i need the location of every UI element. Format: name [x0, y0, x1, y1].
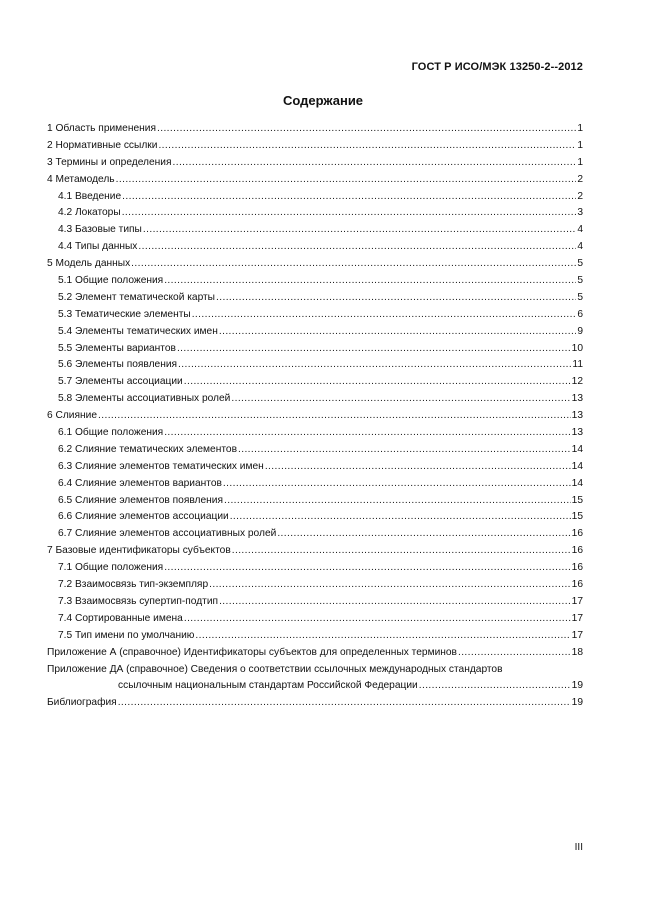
toc-entry-page: 6: [577, 308, 583, 320]
toc-leader-dots: [277, 526, 570, 543]
toc-entry-label: 5.7 Элементы ассоциации: [58, 376, 183, 388]
toc-entry[interactable]: [47, 391, 583, 408]
toc-entry[interactable]: [47, 341, 583, 358]
toc-leader-dots: [164, 425, 570, 442]
toc-entry-label: 3 Термины и определения: [47, 156, 172, 168]
toc-leader-dots: [157, 121, 576, 138]
toc-entry-label: 6.2 Слияние тематических элементов: [58, 443, 237, 455]
toc-entry-label: 7.1 Общие положения: [58, 562, 164, 574]
toc-entry-page: 14: [571, 443, 583, 455]
toc-entry[interactable]: [47, 493, 583, 510]
toc-entry[interactable]: [47, 307, 583, 324]
toc-entry-label: 5.1 Общие положения: [58, 275, 164, 287]
toc-entry[interactable]: [47, 357, 583, 374]
toc-entry-label: 6.6 Слияние элементов ассоциации: [58, 511, 229, 523]
toc-leader-dots: [238, 442, 571, 459]
toc-leader-dots: [98, 408, 571, 425]
toc-leader-dots: [231, 391, 570, 408]
toc-entry-label: 5.6 Элементы появления: [58, 359, 178, 371]
toc-entry-label: 6.5 Слияние элементов появления: [58, 494, 223, 506]
toc-entry-page: 11: [572, 359, 583, 371]
toc-leader-dots: [184, 374, 571, 391]
toc-entry[interactable]: [47, 695, 583, 712]
toc-entry[interactable]: [47, 408, 583, 425]
toc-entry-label: 4.3 Базовые типы: [58, 224, 142, 236]
toc-entry-page: 2: [577, 190, 583, 202]
toc-entry-page: 16: [571, 545, 583, 557]
toc-leader-dots: [118, 695, 571, 712]
toc-entry-label: 7.2 Взаимосвязь тип-экземпляр: [58, 579, 209, 591]
toc-entry-label: 6.7 Слияние элементов ассоциативных ролей: [58, 528, 277, 540]
toc-leader-dots: [232, 543, 571, 560]
toc-entry-label: 2 Нормативные ссылки: [47, 139, 158, 151]
toc-leader-dots: [164, 273, 576, 290]
toc-leader-dots: [172, 155, 576, 172]
toc-leader-dots: [195, 628, 570, 645]
toc-entry-page: 15: [571, 494, 583, 506]
toc-entry-page: 16: [571, 562, 583, 574]
toc-leader-dots: [164, 560, 570, 577]
toc-entry-label: 4.2 Локаторы: [58, 207, 121, 219]
toc-entry-page: 2: [577, 173, 583, 185]
toc-leader-dots: [219, 594, 571, 611]
toc-entry-page: 9: [577, 325, 583, 337]
toc-leader-dots: [131, 256, 576, 273]
toc-entry[interactable]: [47, 611, 583, 628]
toc-entry-page: 17: [571, 612, 583, 624]
toc-entry[interactable]: [47, 459, 583, 476]
toc-entry-label: Приложение А (справочное) Идентификаторы субъектов для определенных терминов: [47, 646, 457, 658]
toc-leader-dots: [122, 205, 577, 222]
toc-entry[interactable]: [47, 442, 583, 459]
toc-entry[interactable]: [47, 121, 583, 138]
toc-entry[interactable]: [47, 425, 583, 442]
toc-entry-label: Приложение ДА (справочное) Сведения о соответствии ссылочных международных стандартов: [47, 663, 503, 675]
toc-entry-label: 5.5 Элементы вариантов: [58, 342, 176, 354]
toc-entry[interactable]: [47, 628, 583, 645]
toc-entry[interactable]: [47, 273, 583, 290]
toc-entry-label: 5 Модель данных: [47, 258, 131, 270]
toc-entry-label: 5.3 Тематические элементы: [58, 308, 191, 320]
toc-entry[interactable]: [47, 138, 583, 155]
toc-leader-dots: [177, 341, 571, 358]
document-id-header: ГОСТ Р ИСО/МЭК 13250-2--2012: [411, 61, 583, 73]
toc-entry-label: 4.4 Типы данных: [58, 241, 138, 253]
toc-leader-dots: [192, 307, 577, 324]
toc-entry-label: 1 Область применения: [47, 123, 156, 134]
toc-entry-label: 5.8 Элементы ассоциативных ролей: [58, 393, 231, 405]
toc-leader-dots: [219, 324, 576, 341]
toc-entry[interactable]: [47, 678, 583, 695]
toc-leader-dots: [216, 290, 576, 307]
toc-leader-dots: [419, 678, 571, 695]
toc-entry[interactable]: [47, 476, 583, 493]
page-number-footer: III: [574, 842, 583, 853]
toc-entry-page: 13: [571, 427, 583, 439]
toc-entry-page: 13: [571, 410, 583, 422]
toc-entry-page: 1: [577, 123, 583, 134]
toc-entry[interactable]: [47, 155, 583, 172]
toc-entry[interactable]: [47, 543, 583, 560]
toc-entry-page: 5: [577, 291, 583, 303]
toc-entry-label: 6.1 Общие положения: [58, 427, 164, 439]
toc-leader-dots: [265, 459, 571, 476]
toc-leader-dots: [138, 239, 576, 256]
toc-entry-page: 5: [577, 275, 583, 287]
toc-entry[interactable]: [47, 172, 583, 189]
toc-entry-page: 14: [571, 477, 583, 489]
toc-leader-dots: [116, 172, 577, 189]
toc-entry-page: 13: [571, 393, 583, 405]
toc-entry-page: 16: [571, 579, 583, 591]
toc-entry[interactable]: [47, 560, 583, 577]
toc-leader-dots: [122, 189, 576, 206]
toc-leader-dots: [223, 476, 571, 493]
toc-entry-page: 4: [577, 224, 583, 236]
toc-entry-label: 6.3 Слияние элементов тематических имен: [58, 460, 264, 472]
toc-entry-page: 3: [577, 207, 583, 219]
toc-entry[interactable]: [47, 324, 583, 341]
page-title: Содержание: [282, 93, 364, 108]
toc-entry-page: 18: [571, 646, 583, 658]
toc-entry-label: 5.2 Элемент тематической карты: [58, 291, 216, 303]
toc-entry-label: 5.4 Элементы тематических имен: [58, 325, 218, 337]
toc-entry[interactable]: [47, 509, 583, 526]
toc-entry[interactable]: [47, 662, 583, 679]
toc-entry[interactable]: [47, 645, 583, 662]
toc-entry-label: 4 Метамодель: [47, 173, 115, 185]
toc-entry[interactable]: [47, 526, 583, 543]
toc-entry[interactable]: [47, 594, 583, 611]
toc-entry-page: 10: [571, 342, 583, 354]
toc-entry-label: 7 Базовые идентификаторы субъектов: [47, 545, 231, 557]
toc-entry-page: 5: [577, 258, 583, 270]
toc-entry[interactable]: [47, 256, 583, 273]
toc-entry-label: 6 Слияние: [47, 410, 97, 422]
toc-leader-dots: [184, 611, 571, 628]
table-of-contents: [47, 121, 583, 712]
toc-entry[interactable]: [47, 290, 583, 307]
toc-entry-label: Библиография: [47, 697, 117, 709]
toc-entry[interactable]: [47, 205, 583, 222]
toc-entry-page: 17: [571, 595, 583, 607]
toc-entry[interactable]: [47, 577, 583, 594]
toc-entry[interactable]: [47, 239, 583, 256]
toc-entry-page: 14: [571, 460, 583, 472]
toc-entry-page: 4: [577, 241, 583, 253]
toc-leader-dots: [158, 138, 576, 155]
toc-entry-label: 6.4 Слияние элементов вариантов: [58, 477, 222, 489]
toc-leader-dots: [209, 577, 571, 594]
toc-leader-dots: [178, 357, 571, 374]
toc-entry-label: 7.4 Сортированные имена: [58, 612, 183, 624]
toc-entry[interactable]: [47, 222, 583, 239]
toc-entry-page: 19: [571, 680, 583, 692]
toc-entry[interactable]: [47, 189, 583, 206]
toc-leader-dots: [224, 493, 571, 510]
toc-leader-dots: [458, 645, 571, 662]
toc-entry-label: ссылочным национальным стандартам Российской Федерации: [118, 680, 418, 692]
toc-entry-page: 12: [571, 376, 583, 388]
toc-entry-page: 16: [571, 528, 583, 540]
toc-entry-label: 7.3 Взаимосвязь супертип-подтип: [58, 595, 219, 607]
toc-leader-dots: [230, 509, 571, 526]
toc-entry-page: 15: [571, 511, 583, 523]
toc-entry-page: 17: [571, 629, 583, 641]
toc-entry-page: 19: [571, 697, 583, 709]
toc-entry-label: 4.1 Введение: [58, 190, 122, 202]
toc-entry-page: 1: [577, 139, 583, 151]
toc-entry-label: 7.5 Тип имени по умолчанию: [58, 629, 195, 641]
toc-entry[interactable]: [47, 374, 583, 391]
toc-entry-page: 1: [577, 156, 583, 168]
toc-leader-dots: [143, 222, 576, 239]
